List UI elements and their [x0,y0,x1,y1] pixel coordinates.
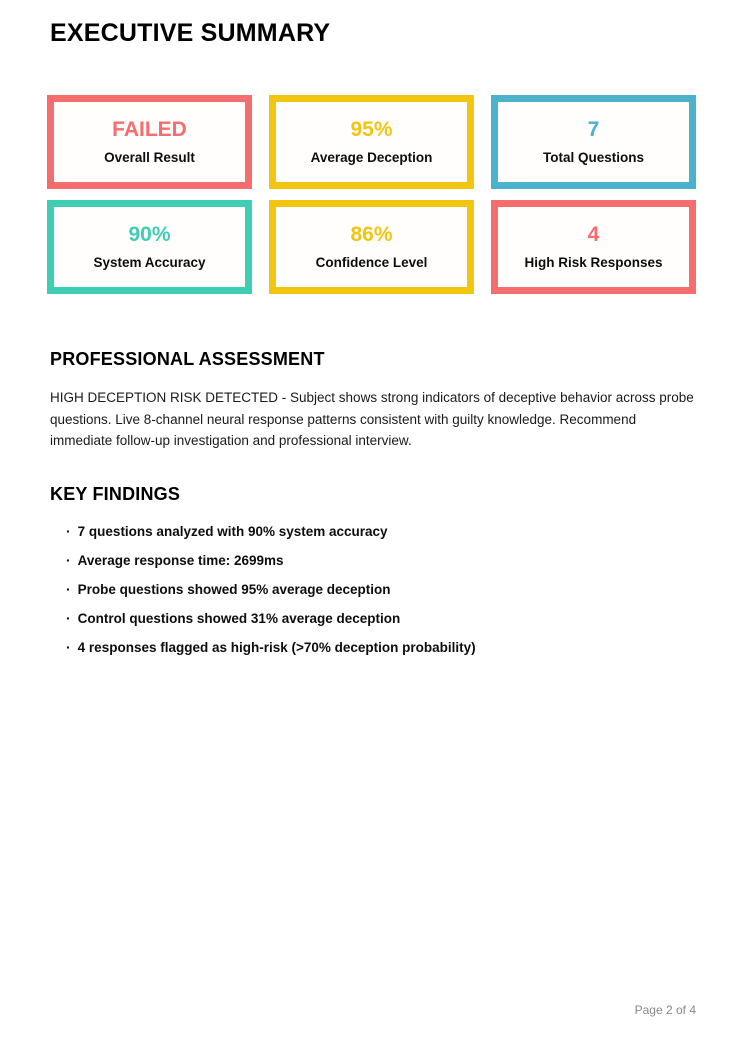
list-item [66,524,696,539]
list-item [66,553,696,568]
card-value: 95% [350,118,393,141]
summary-card-confidence-level [269,200,474,294]
card-label: Average Deception [310,150,433,165]
card-label: Overall Result [104,150,195,165]
summary-card-total-questions [491,95,696,189]
card-value: 4 [587,223,600,246]
summary-card-system-accuracy [47,200,252,294]
card-value: 90% [128,223,171,246]
summary-card-overall-result [47,95,252,189]
finding-text: 7 questions analyzed with 90% system accuracy [77,523,388,539]
page-number: Page 2 of 4 [634,1003,696,1017]
list-item [66,611,696,626]
card-value: FAILED [112,118,187,141]
card-label: System Accuracy [93,255,206,270]
bullet-icon: · [66,580,71,597]
summary-card-high-risk-responses [491,200,696,294]
bullet-icon: · [66,609,71,626]
bullet-icon: · [66,522,71,539]
professional-assessment-body: HIGH DECEPTION RISK DETECTED - Subject shows strong indicators of deceptive behavior across probe questions. Live 8-channel neural response patterns consistent with guilty knowledge. Recommend immediate follow-up investigation and professional interview. [50,390,694,448]
card-value: 86% [350,223,393,246]
card-label: Total Questions [542,150,644,165]
finding-text: Probe questions showed 95% average deception [77,581,391,597]
finding-text: Average response time: 2699ms [77,552,284,568]
bullet-icon: · [66,638,71,655]
card-label: Confidence Level [315,255,428,270]
summary-cards-grid [47,95,696,294]
summary-card-average-deception [269,95,474,189]
page-title: EXECUTIVE SUMMARY [50,19,331,47]
professional-assessment-heading: PROFESSIONAL ASSESSMENT [50,349,325,369]
card-label: High Risk Responses [524,255,663,270]
key-findings-heading: KEY FINDINGS [50,483,181,504]
finding-text: 4 responses flagged as high-risk (>70% deception probability) [77,639,476,655]
list-item [66,582,696,597]
card-value: 7 [587,118,600,141]
bullet-icon: · [66,551,71,568]
key-findings-list [50,524,696,655]
finding-text: Control questions showed 31% average deception [77,610,401,626]
list-item [66,640,696,655]
